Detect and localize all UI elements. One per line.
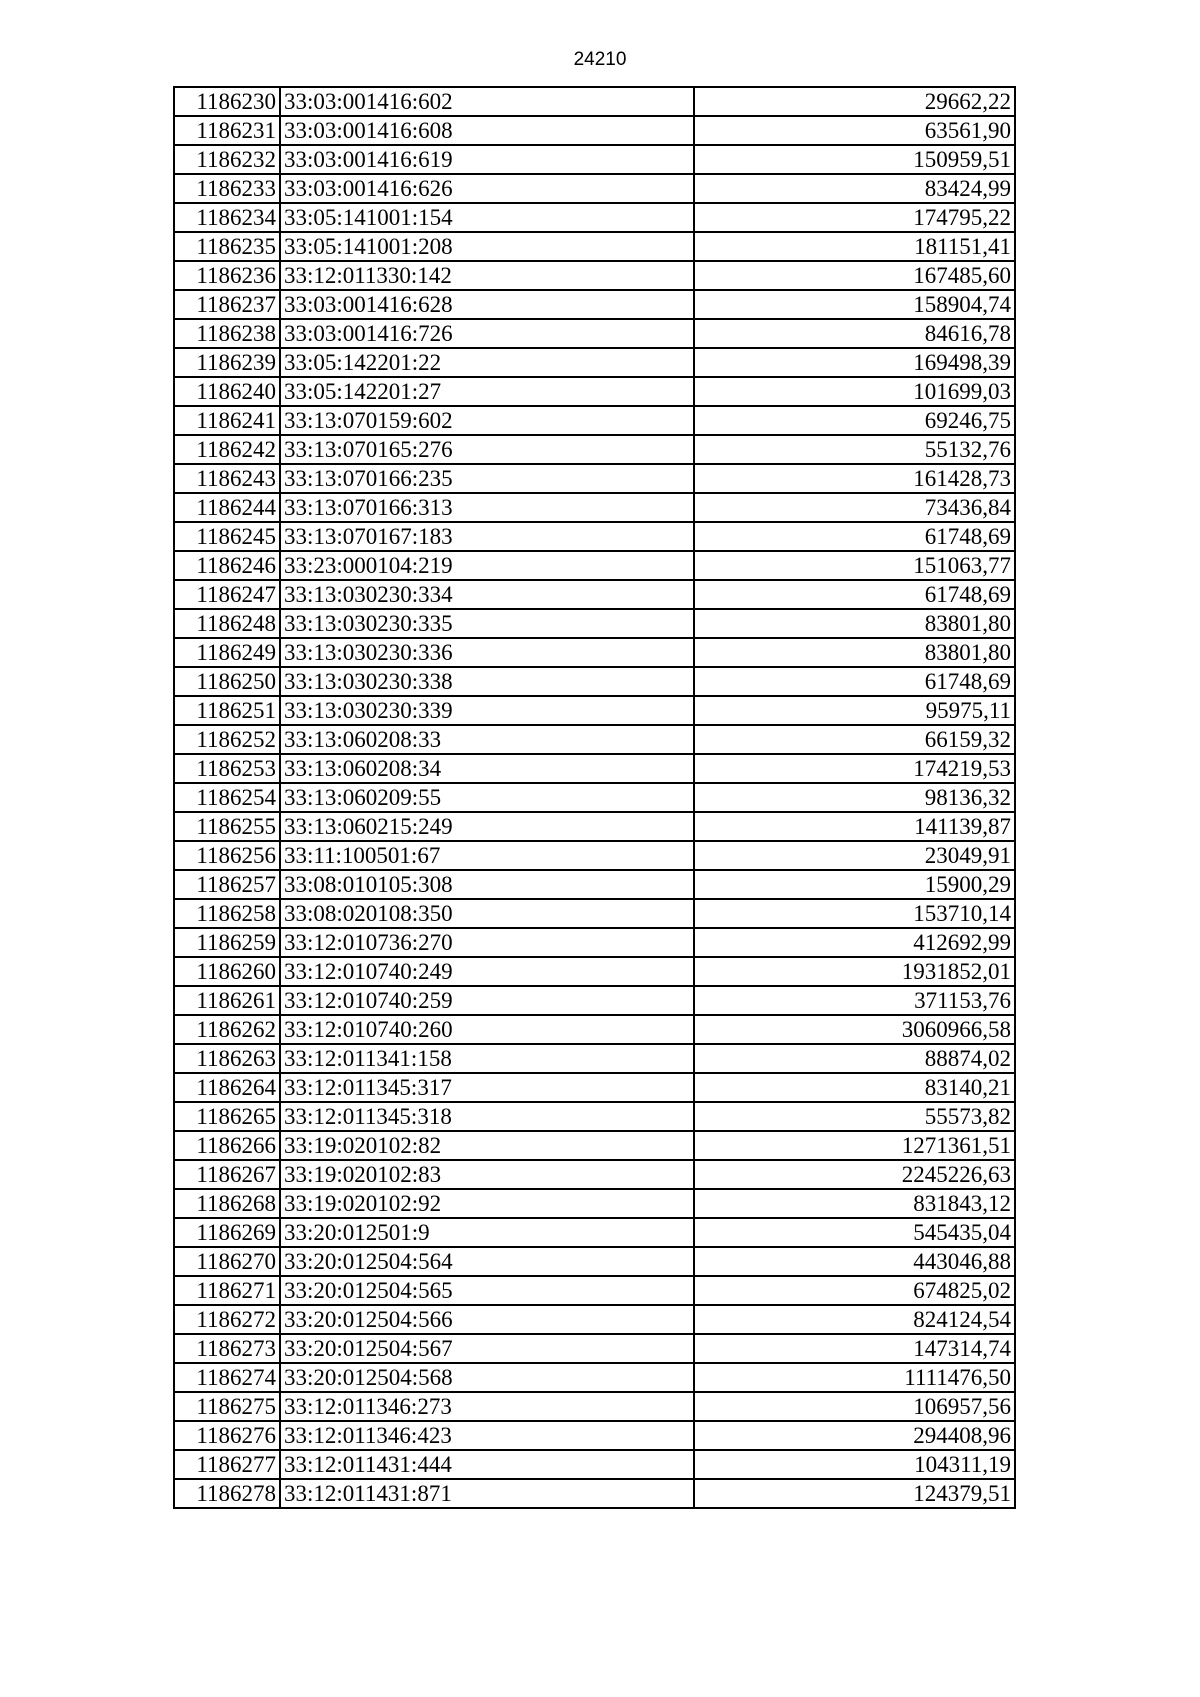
table-row: [174, 841, 1015, 870]
table-row: [174, 1044, 1015, 1073]
value-cell: 150959,51: [694, 145, 1015, 174]
value-cell: 167485,60: [694, 261, 1015, 290]
table-row: [174, 899, 1015, 928]
table-row: [174, 87, 1015, 116]
row-number-cell: 1186250: [174, 667, 280, 696]
table-row: [174, 290, 1015, 319]
row-number-cell: 1186273: [174, 1334, 280, 1363]
row-number-cell: 1186233: [174, 174, 280, 203]
row-number-cell: 1186238: [174, 319, 280, 348]
value-cell: 158904,74: [694, 290, 1015, 319]
register-table: [173, 86, 1016, 1509]
value-cell: 63561,90: [694, 116, 1015, 145]
value-cell: 69246,75: [694, 406, 1015, 435]
row-number-cell: 1186231: [174, 116, 280, 145]
row-number-cell: 1186270: [174, 1247, 280, 1276]
value-cell: 55132,76: [694, 435, 1015, 464]
value-cell: 88874,02: [694, 1044, 1015, 1073]
row-number-cell: 1186247: [174, 580, 280, 609]
row-number-cell: 1186255: [174, 812, 280, 841]
table-row: [174, 667, 1015, 696]
cadastral-number-cell: 33:20:012504:566: [280, 1305, 694, 1334]
row-number-cell: 1186268: [174, 1189, 280, 1218]
value-cell: 61748,69: [694, 667, 1015, 696]
cadastral-number-cell: 33:03:001416:602: [280, 87, 694, 116]
value-cell: 674825,02: [694, 1276, 1015, 1305]
cadastral-number-cell: 33:20:012501:9: [280, 1218, 694, 1247]
table-row: [174, 1247, 1015, 1276]
table-row: [174, 116, 1015, 145]
table-row: [174, 1392, 1015, 1421]
value-cell: 147314,74: [694, 1334, 1015, 1363]
table-row: [174, 174, 1015, 203]
value-cell: 1931852,01: [694, 957, 1015, 986]
value-cell: 3060966,58: [694, 1015, 1015, 1044]
value-cell: 61748,69: [694, 580, 1015, 609]
value-cell: 83801,80: [694, 609, 1015, 638]
row-number-cell: 1186262: [174, 1015, 280, 1044]
row-number-cell: 1186266: [174, 1131, 280, 1160]
cadastral-number-cell: 33:20:012504:564: [280, 1247, 694, 1276]
table-row: [174, 406, 1015, 435]
cadastral-number-cell: 33:23:000104:219: [280, 551, 694, 580]
row-number-cell: 1186271: [174, 1276, 280, 1305]
table-row: [174, 1015, 1015, 1044]
value-cell: 1271361,51: [694, 1131, 1015, 1160]
cadastral-number-cell: 33:13:060208:33: [280, 725, 694, 754]
cadastral-number-cell: 33:12:011431:444: [280, 1450, 694, 1479]
cadastral-number-cell: 33:13:060209:55: [280, 783, 694, 812]
row-number-cell: 1186265: [174, 1102, 280, 1131]
row-number-cell: 1186240: [174, 377, 280, 406]
table-row: [174, 870, 1015, 899]
row-number-cell: 1186267: [174, 1160, 280, 1189]
row-number-cell: 1186254: [174, 783, 280, 812]
cadastral-number-cell: 33:13:030230:334: [280, 580, 694, 609]
table-row: [174, 348, 1015, 377]
table-row: [174, 696, 1015, 725]
row-number-cell: 1186274: [174, 1363, 280, 1392]
value-cell: 1111476,50: [694, 1363, 1015, 1392]
value-cell: 824124,54: [694, 1305, 1015, 1334]
value-cell: 124379,51: [694, 1479, 1015, 1508]
table-row: [174, 986, 1015, 1015]
value-cell: 83424,99: [694, 174, 1015, 203]
value-cell: 83140,21: [694, 1073, 1015, 1102]
cadastral-number-cell: 33:12:011345:317: [280, 1073, 694, 1102]
value-cell: 106957,56: [694, 1392, 1015, 1421]
value-cell: 98136,32: [694, 783, 1015, 812]
value-cell: 181151,41: [694, 232, 1015, 261]
value-cell: 23049,91: [694, 841, 1015, 870]
row-number-cell: 1186244: [174, 493, 280, 522]
value-cell: 174795,22: [694, 203, 1015, 232]
value-cell: 66159,32: [694, 725, 1015, 754]
value-cell: 141139,87: [694, 812, 1015, 841]
row-number-cell: 1186259: [174, 928, 280, 957]
row-number-cell: 1186261: [174, 986, 280, 1015]
value-cell: 2245226,63: [694, 1160, 1015, 1189]
row-number-cell: 1186275: [174, 1392, 280, 1421]
table-row: [174, 522, 1015, 551]
cadastral-number-cell: 33:19:020102:83: [280, 1160, 694, 1189]
row-number-cell: 1186239: [174, 348, 280, 377]
table-row: [174, 1131, 1015, 1160]
value-cell: 174219,53: [694, 754, 1015, 783]
row-number-cell: 1186277: [174, 1450, 280, 1479]
row-number-cell: 1186246: [174, 551, 280, 580]
cadastral-number-cell: 33:12:011330:142: [280, 261, 694, 290]
table-row: [174, 1421, 1015, 1450]
cadastral-number-cell: 33:13:060208:34: [280, 754, 694, 783]
cadastral-number-cell: 33:03:001416:619: [280, 145, 694, 174]
table-row: [174, 812, 1015, 841]
table-row: [174, 1218, 1015, 1247]
value-cell: 294408,96: [694, 1421, 1015, 1450]
row-number-cell: 1186245: [174, 522, 280, 551]
value-cell: 412692,99: [694, 928, 1015, 957]
table-row: [174, 783, 1015, 812]
value-cell: 151063,77: [694, 551, 1015, 580]
row-number-cell: 1186251: [174, 696, 280, 725]
table-row: [174, 609, 1015, 638]
value-cell: 84616,78: [694, 319, 1015, 348]
value-cell: 61748,69: [694, 522, 1015, 551]
value-cell: 443046,88: [694, 1247, 1015, 1276]
table-row: [174, 551, 1015, 580]
table-row: [174, 1363, 1015, 1392]
table-row: [174, 377, 1015, 406]
value-cell: 95975,11: [694, 696, 1015, 725]
row-number-cell: 1186253: [174, 754, 280, 783]
table-row: [174, 1102, 1015, 1131]
cadastral-number-cell: 33:19:020102:92: [280, 1189, 694, 1218]
table-row: [174, 232, 1015, 261]
value-cell: 104311,19: [694, 1450, 1015, 1479]
table-row: [174, 1479, 1015, 1508]
row-number-cell: 1186235: [174, 232, 280, 261]
cadastral-number-cell: 33:03:001416:726: [280, 319, 694, 348]
table-row: [174, 1334, 1015, 1363]
cadastral-number-cell: 33:12:010740:260: [280, 1015, 694, 1044]
table-row: [174, 725, 1015, 754]
row-number-cell: 1186264: [174, 1073, 280, 1102]
cadastral-number-cell: 33:13:030230:338: [280, 667, 694, 696]
cadastral-number-cell: 33:11:100501:67: [280, 841, 694, 870]
row-number-cell: 1186278: [174, 1479, 280, 1508]
register-table-body: [174, 87, 1015, 1508]
value-cell: 83801,80: [694, 638, 1015, 667]
row-number-cell: 1186272: [174, 1305, 280, 1334]
cadastral-number-cell: 33:08:020108:350: [280, 899, 694, 928]
cadastral-number-cell: 33:13:070167:183: [280, 522, 694, 551]
table-row: [174, 203, 1015, 232]
cadastral-number-cell: 33:20:012504:568: [280, 1363, 694, 1392]
table-row: [174, 1305, 1015, 1334]
table-row: [174, 1276, 1015, 1305]
cadastral-number-cell: 33:03:001416:628: [280, 290, 694, 319]
row-number-cell: 1186252: [174, 725, 280, 754]
cadastral-number-cell: 33:12:010740:249: [280, 957, 694, 986]
cadastral-number-cell: 33:13:060215:249: [280, 812, 694, 841]
row-number-cell: 1186263: [174, 1044, 280, 1073]
cadastral-number-cell: 33:13:030230:335: [280, 609, 694, 638]
row-number-cell: 1186257: [174, 870, 280, 899]
cadastral-number-cell: 33:03:001416:608: [280, 116, 694, 145]
cadastral-number-cell: 33:12:011346:423: [280, 1421, 694, 1450]
value-cell: 371153,76: [694, 986, 1015, 1015]
row-number-cell: 1186269: [174, 1218, 280, 1247]
row-number-cell: 1186232: [174, 145, 280, 174]
table-row: [174, 493, 1015, 522]
cadastral-number-cell: 33:05:142201:27: [280, 377, 694, 406]
value-cell: 101699,03: [694, 377, 1015, 406]
cadastral-number-cell: 33:13:030230:339: [280, 696, 694, 725]
row-number-cell: 1186260: [174, 957, 280, 986]
cadastral-number-cell: 33:20:012504:565: [280, 1276, 694, 1305]
table-row: [174, 1189, 1015, 1218]
table-row: [174, 145, 1015, 174]
row-number-cell: 1186258: [174, 899, 280, 928]
table-row: [174, 928, 1015, 957]
cadastral-number-cell: 33:20:012504:567: [280, 1334, 694, 1363]
value-cell: 15900,29: [694, 870, 1015, 899]
cadastral-number-cell: 33:12:011346:273: [280, 1392, 694, 1421]
table-row: [174, 319, 1015, 348]
row-number-cell: 1186256: [174, 841, 280, 870]
table-row: [174, 638, 1015, 667]
row-number-cell: 1186237: [174, 290, 280, 319]
value-cell: 161428,73: [694, 464, 1015, 493]
row-number-cell: 1186236: [174, 261, 280, 290]
cadastral-number-cell: 33:19:020102:82: [280, 1131, 694, 1160]
value-cell: 169498,39: [694, 348, 1015, 377]
value-cell: 73436,84: [694, 493, 1015, 522]
value-cell: 29662,22: [694, 87, 1015, 116]
cadastral-number-cell: 33:05:141001:154: [280, 203, 694, 232]
cadastral-number-cell: 33:12:011341:158: [280, 1044, 694, 1073]
table-row: [174, 1450, 1015, 1479]
table-row: [174, 580, 1015, 609]
cadastral-number-cell: 33:05:141001:208: [280, 232, 694, 261]
table-row: [174, 754, 1015, 783]
row-number-cell: 1186248: [174, 609, 280, 638]
value-cell: 153710,14: [694, 899, 1015, 928]
table-row: [174, 957, 1015, 986]
value-cell: 545435,04: [694, 1218, 1015, 1247]
cadastral-number-cell: 33:13:070165:276: [280, 435, 694, 464]
table-row: [174, 435, 1015, 464]
cadastral-number-cell: 33:12:011431:871: [280, 1479, 694, 1508]
cadastral-number-cell: 33:12:010736:270: [280, 928, 694, 957]
row-number-cell: 1186249: [174, 638, 280, 667]
row-number-cell: 1186276: [174, 1421, 280, 1450]
cadastral-number-cell: 33:13:070166:235: [280, 464, 694, 493]
row-number-cell: 1186242: [174, 435, 280, 464]
row-number-cell: 1186241: [174, 406, 280, 435]
table-row: [174, 1073, 1015, 1102]
cadastral-number-cell: 33:08:010105:308: [280, 870, 694, 899]
cadastral-number-cell: 33:13:030230:336: [280, 638, 694, 667]
cadastral-number-cell: 33:13:070166:313: [280, 493, 694, 522]
table-row: [174, 1160, 1015, 1189]
row-number-cell: 1186243: [174, 464, 280, 493]
cadastral-number-cell: 33:12:011345:318: [280, 1102, 694, 1131]
table-row: [174, 464, 1015, 493]
row-number-cell: 1186234: [174, 203, 280, 232]
value-cell: 831843,12: [694, 1189, 1015, 1218]
page-number: 24210: [573, 49, 627, 70]
cadastral-number-cell: 33:03:001416:626: [280, 174, 694, 203]
table-row: [174, 261, 1015, 290]
cadastral-number-cell: 33:05:142201:22: [280, 348, 694, 377]
row-number-cell: 1186230: [174, 87, 280, 116]
cadastral-number-cell: 33:12:010740:259: [280, 986, 694, 1015]
cadastral-number-cell: 33:13:070159:602: [280, 406, 694, 435]
value-cell: 55573,82: [694, 1102, 1015, 1131]
